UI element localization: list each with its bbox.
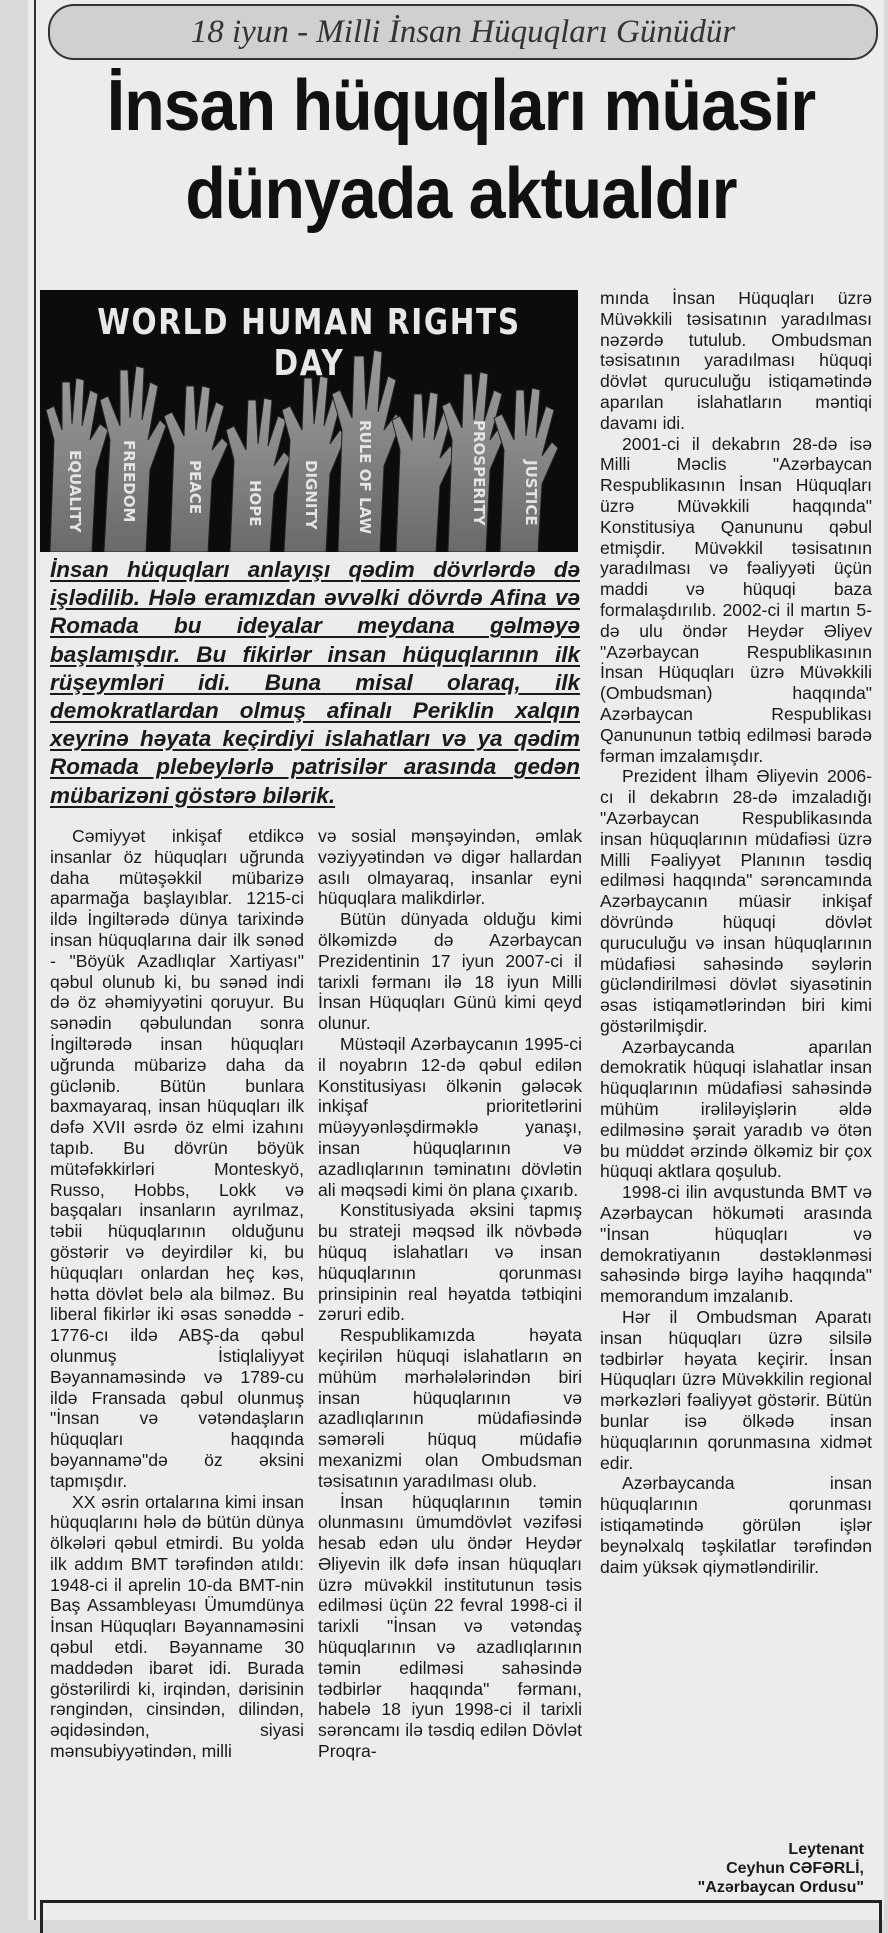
paragraph: Konstitusiyada əksini tapmış bu strateji məqsəd ilk növbədə hüquq islahatları və insan hüquqlarının qorunması prinsipinin real həyatda tətbiqini zəruri edib. xyxy=(318,1200,582,1325)
paragraph: Azərbaycanda aparılan demokratik hüquqi islahatlar insan hüquqlarının müdafiəsi sahəsində mühüm irəliləyişlərin əldə edilməsinə şərait yaradıb və ötən bu müddət ərzində ölkəmiz bir çox hüquqi aktlara qoşulub. xyxy=(600,1036,872,1182)
paragraph: Bütün dünyada olduğu kimi ölkəmizdə də Azərbaycan Prezidentinin 17 iyun 2007-ci il tarixli fərmanı ilə 18 iyun Milli İnsan Hüquqları Günü kimi qeyd olunur. xyxy=(318,909,582,1034)
word-peace: PEACE xyxy=(186,460,204,515)
paragraph: və sosial mənşəyindən, əmlak vəziyyətindən və digər hallardan asılı olmayaraq, insanlar eyni hüquqlara malikdirlər. xyxy=(318,826,582,909)
paragraph: Müstəqil Azərbaycanın 1995-ci il noyabrın 12-də qəbul edilən Konstitusiyası ölkənin gələcək inkişaf prioritetlərini müəyyənləşdirməklə yanaşı, insan hüquqlarının və azadlıqlarının təminatını dövlətin ali məqsədi kimi ön plana çıxarıb. xyxy=(318,1033,582,1200)
author-name: Ceyhun CƏFƏRLİ, xyxy=(726,1860,864,1877)
photo-title: WORLD HUMAN RIGHTS DAY xyxy=(97,302,521,384)
headline xyxy=(81,62,841,238)
word-rule-of-law: RULE OF LAW xyxy=(356,420,374,535)
paragraph: Prezident İlham Əliyevin 2006-cı il dekabrın 28-də imzaladığı "Azərbaycan Respublikasında insan hüquqlarının müdafiəsi üzrə Milli Fəaliyyət Planının təsdiq edilməsi haqqında" sərəncamında Azərbaycanın müasir inkişaf dövründə hüquqi dövlət quruculuğu və insan hüquqlarının müdafiəsi sahəsində səylərin gücləndirilməsi dövlət siyasətinin əsas istiqamətlərindən biri kimi göstərilmişdir. xyxy=(600,766,872,1036)
lead-paragraph: İnsan hüquqları anlayışı qədim dövrlərdə də işlədilib. Hələ eramızdan əvvəlki dövrdə Afina və Romada bu ideyalar meydana gəlməyə başlamışdır. Bu fikirlər insan hüquqlarının ilk rüşeymləri idi. Buna misal olaraq, ilk demokratlardan olmuş afinalı Periklin xalqın xeyrinə həyata keçirdiyi islahatları və ya qədim Romada plebeylərlə patrisilər arasında gedən mübarizəni göstərə bilərik. xyxy=(50,557,580,808)
author-signature xyxy=(600,1840,864,1897)
column-rule xyxy=(34,0,36,1920)
author-rank: Leytenant xyxy=(788,1841,864,1858)
headline-line-2: dünyada aktualdır xyxy=(185,154,737,234)
word-equality: EQUALITY xyxy=(66,450,84,533)
paragraph: Azərbaycanda insan hüquqlarının qorunması istiqamətində görülən işlər beynəlxalq təşkilatlar tərəfindən daim yüksək qiymətləndirilir. xyxy=(600,1473,872,1577)
article-column-1 xyxy=(50,826,304,1762)
word-hope: HOPE xyxy=(246,480,264,527)
section-banner: 18 iyun - Milli İnsan Hüquqları Günüdür xyxy=(48,4,878,60)
article-column-2 xyxy=(318,826,582,1762)
paragraph: 1998-ci ilin avqustunda BMT və Azərbaycan hökuməti arasında "İnsan hüquqları və demokratiyanın dəstəklənməsi sahəsində birgə layihə haqqında" memorandum imzalanıb. xyxy=(600,1182,872,1307)
word-dignity: DIGNITY xyxy=(302,460,320,530)
paragraph: Hər il Ombudsman Aparatı insan hüquqları üzrə silsilə tədbirlər həyata keçirir. İnsan Hüquqları üzrə Müvəkkilin regional mərkəzləri fəaliyyət göstərir. Bütün bunlar isə ölkədə insan hüquqlarının qorunmasına xidmət edir. xyxy=(600,1307,872,1473)
paragraph: Respublikamızda həyata keçirilən hüquqi islahatların ən mühüm mərhələlərindən biri insan hüquqlarının və azadlıqlarının müdafiəsində səmərəli hüquq müdafiə mexanizmi olan Ombudsman təsisatının yaradılması olub. xyxy=(318,1325,582,1491)
headline-line-1: İnsan hüquqları müasir xyxy=(106,66,816,146)
author-publication: "Azərbaycan Ordusu" xyxy=(697,1879,864,1896)
word-freedom: FREEDOM xyxy=(120,440,138,523)
word-justice: JUSTICE xyxy=(522,460,540,526)
paragraph: mında İnsan Hüquqları üzrə Müvəkkili təsisatının yaradılması nəzərdə tutulub. Ombudsman təsisatının yaradılması hüquqi dövlət quruculuğu istiqamətində aparılan islahatların məntiqi davamı idi. xyxy=(600,288,872,433)
paragraph: XX əsrin ortalarına kimi insan hüquqlarını hələ də bütün dünya ölkələri qəbul etmirdi. Bu yolda ilk addım BMT tərəfindən atıldı: 1948-ci il aprelin 10-da BMT-nin Baş Assambleyası Ümumdünya İnsan Hüquqları Bəyannaməsini qəbul etdi. Bəyanname 30 maddədən ibarət idi. Burada göstərilirdi ki, irqindən, dərisinin rəngindən, cinsindən, dilindən, əqidəsindən, siyasi mənsubiyyətindən, milli xyxy=(50,1491,304,1762)
article-column-3 xyxy=(600,288,872,1577)
paragraph: 2001-ci il dekabrın 28-də isə Milli Məclis "Azərbaycan Respublikasının İnsan Hüquqları üzrə Müvəkkili haqqında" Konstitusiya Qanununu qəbul etmişdir. Müvəkkil təsisatının yaradılması və fəaliyyəti üçün maddi və hüquqi baza formalaşdırılıb. 2002-ci il martın 5-də ulu öndər Heydər Əliyev "Azərbaycan Respublikasının İnsan Hüquqları üzrə Müvəkkili (Ombudsman) haqqında" Azərbaycan Respublikası Qanununun tətbiq edilməsi barədə fərman imzalamışdır. xyxy=(600,433,872,766)
word-prosperity: PROSPERITY xyxy=(470,420,488,526)
next-article-frame xyxy=(40,1900,882,1933)
paragraph: İnsan hüquqlarının təmin olunmasını ümumdövlət vəzifəsi hesab edən ulu öndər Heydər Əliyevin ilk dəfə insan hüquqları üzrə müvəkkil institutunun təsis edilməsi üçün 22 fevral 1998-ci il tarixli "İnsan və vətəndaş hüquqlarının və azadlıqlarının təmin edilməsi sahəsində tədbirlər haqqında" fərmanı, habelə 18 iyun 1998-ci il tarixli sərəncamı ilə təsdiq edilən Dövlət Proqra- xyxy=(318,1491,582,1762)
paragraph: Cəmiyyət inkişaf etdikcə insanlar öz hüquqları uğrunda daha mütəşəkkil mübarizə aparmağa başlayıblar. 1215-ci ildə İngiltərədə dünya tarixində insan hüquqlarına dair ilk sənəd - "Böyük Azadlıqlar Xartiyası" qəbul olunub ki, bu sənəd indi də öz əhəmiyyətini qoruyur. Bu sənədin qəbulundan sonra İngiltərədə insan hüquqları uğrunda mübarizə daha da güclənib. Bütün bunlara baxmayaraq, insan hüquqları ilk dəfə XVII əsrdə öz elmi izahını tapıb. Bu dövrün böyük mütəfəkkirləri Monteskyö, Russo, Hobbs, Lokk və başqaları insanların ayrılmaz, təbii hüquqlarının olduğunu göstərir və deyirdilər ki, bu hüquqları onlardan heç kəs, hətta dövlət belə ala bilməz. Bu liberal fikirlər iki əsas sənəddə - 1776-cı ildə ABŞ-da qəbul olunmuş İstiqlaliyyət Bəyannaməsində və 1789-cu ildə Fransada qəbul olunmuş "İnsan və vətəndaşların hüquqları haqqında bəyannamə"də öz əksini tapmışdır. xyxy=(50,826,304,1491)
article-photo xyxy=(40,290,578,552)
